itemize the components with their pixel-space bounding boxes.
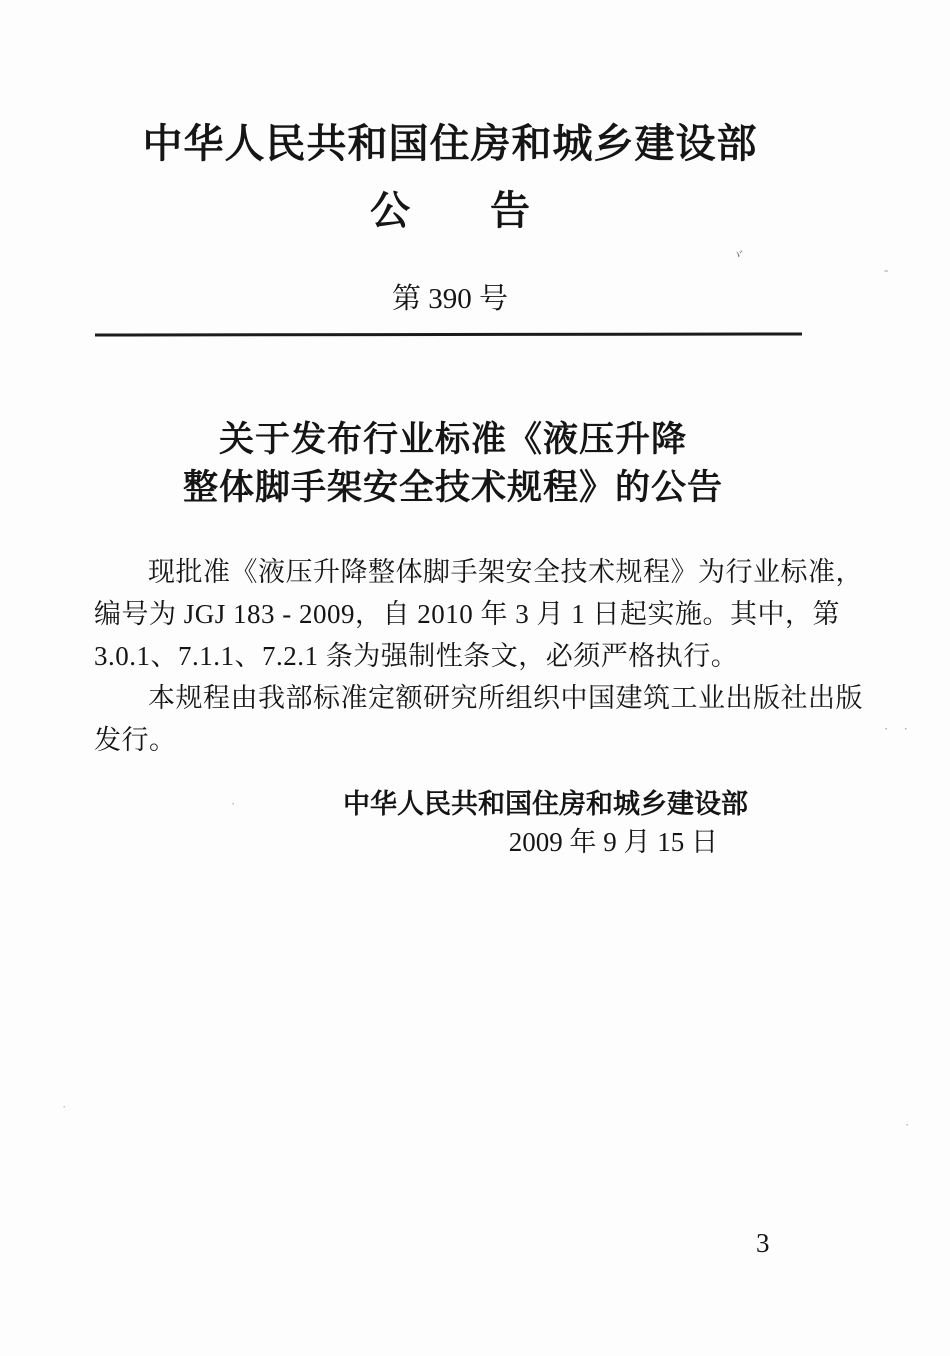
ministry-header: 中华人民共和国住房和城乡建设部 [142, 122, 758, 166]
scan-artifact: · [62, 1099, 67, 1114]
signature-ministry-name: 中华人民共和国住房和城乡建设部 [343, 789, 748, 819]
issue-number: 第 390 号 [391, 283, 508, 315]
body-paragraph2-line1: 本规程由我部标准定额研究所组织中国建筑工业出版社出版 [148, 683, 863, 713]
body-paragraph2-line2: 发行。 [94, 725, 177, 755]
document-title-line1: 关于发布行业标准《液压升降 [218, 420, 687, 459]
scan-artifact: - [884, 262, 889, 277]
scan-artifact: · [231, 796, 236, 811]
scan-artifact: ヾ [729, 245, 746, 264]
document-title-line2: 整体脚手架安全技术规程》的公告 [182, 468, 723, 507]
body-paragraph1-line3: 3.0.1、7.1.1、7.2.1 条为强制性条文，必须严格执行。 [94, 641, 739, 671]
announcement-word: 公 告 [370, 189, 530, 233]
body-text [94, 551, 863, 761]
scan-artifact: · · [884, 721, 914, 736]
page-number: 3 [756, 1228, 770, 1258]
signature-date: 2009 年 9 月 15 日 [508, 827, 718, 857]
divider-rule [95, 333, 802, 337]
document-title [0, 416, 906, 512]
body-paragraph1-line1: 现批准《液压升降整体脚手架安全技术规程》为行业标准， [148, 557, 863, 587]
scan-artifact: · [905, 1117, 910, 1132]
body-paragraph1-line2: 编号为 JGJ 183 - 2009，自 2010 年 3 月 1 日起实施。其中，第 [94, 599, 841, 629]
